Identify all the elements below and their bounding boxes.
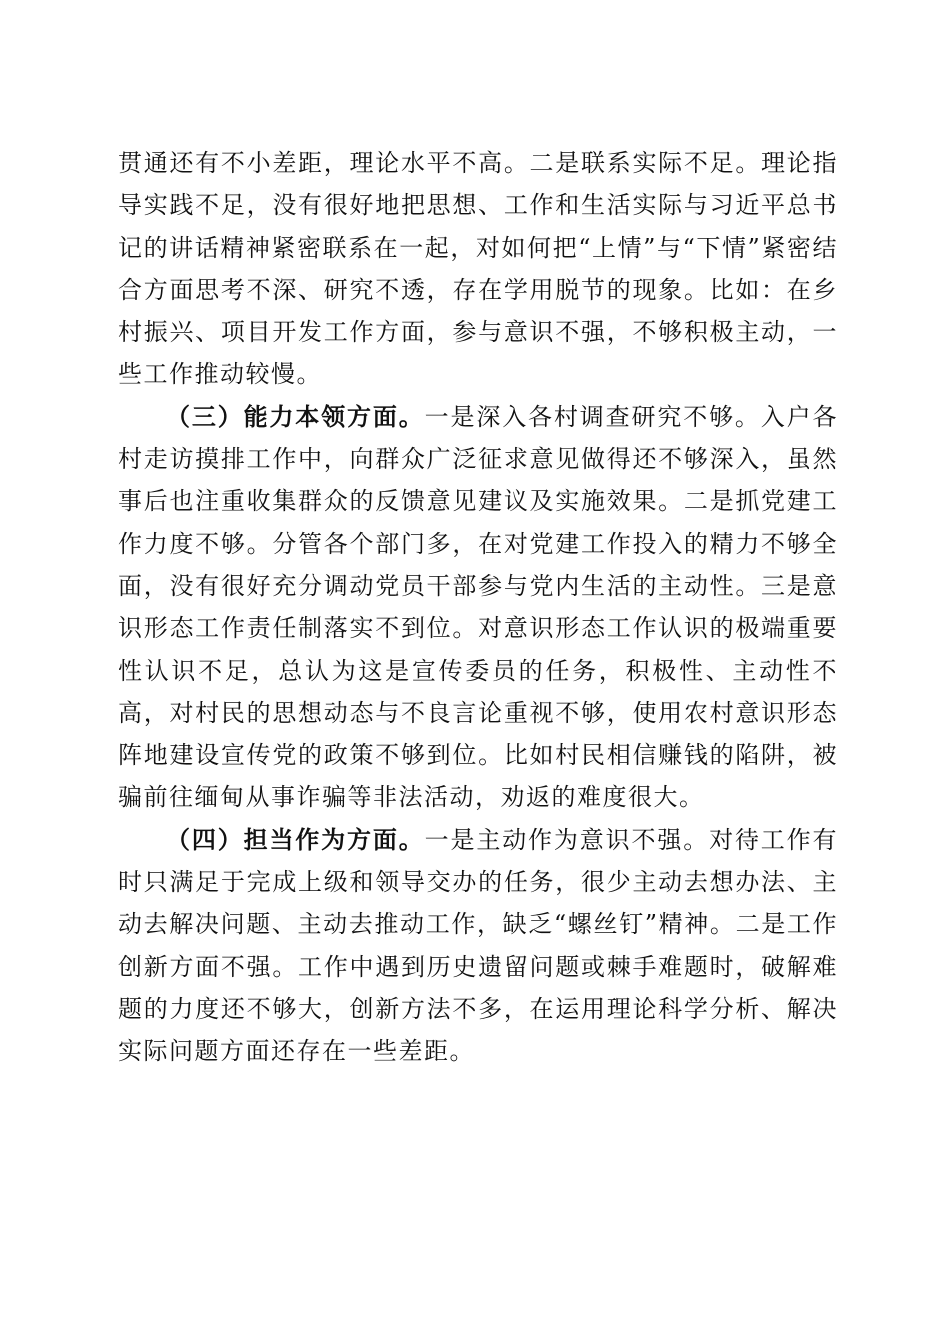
paragraph-body-text: 贯通还有不小差距，理论水平不高。二是联系实际不足。理论指导实践不足，没有很好地把思想、工作和生活实际与习近平总书记的讲话精神紧密联系在一起，对如何把“上情”与“下情”紧密结合方面思考不深、研究不透，存在学用脱节的现象。比如：在乡村振兴、项目开发工作方面，参与意识不强，不够积极主动，一些工作推动较慢。 — [118, 149, 838, 389]
section-heading-responsibility: （四）担当作为方面。 — [166, 825, 425, 854]
section-heading-ability: （三）能力本领方面。 — [166, 402, 425, 431]
paragraph-theory-continuation — [118, 142, 838, 396]
paragraph-body-text: 一是深入各村调查研究不够。入户各村走访摸排工作中，向群众广泛征求意见做得还不够深入，虽然事后也注重收集群众的反馈意见建议及实施效果。二是抓党建工作力度不够。分管各个部门多，在对党建工作投入的精力不够全面，没有很好充分调动党员干部参与党内生活的主动性。三是意识形态工作责任制落实不到位。对意识形态工作认识的极端重要性认识不足，总认为这是宣传委员的任务，积极性、主动性不高，对村民的思想动态与不良言论重视不够，使用农村意识形态阵地建设宣传党的政策不够到位。比如村民相信赚钱的陷阱，被骗前往缅甸从事诈骗等非法活动，劝返的难度很大。 — [118, 402, 839, 812]
paragraph-body-text: 一是主动作为意识不强。对待工作有时只满足于完成上级和领导交办的任务，很少主动去想办法、主动去解决问题、主动去推动工作，缺乏“螺丝钉”精神。二是工作创新方面不强。工作中遇到历史遗留问题或棘手难题时，破解难题的力度还不够大，创新方法不多，在运用理论科学分析、解决实际问题方面还存在一些差距。 — [118, 825, 839, 1066]
paragraph-ability-section — [118, 396, 838, 819]
paragraph-responsibility-section — [118, 819, 838, 1073]
document-page — [118, 142, 838, 1073]
